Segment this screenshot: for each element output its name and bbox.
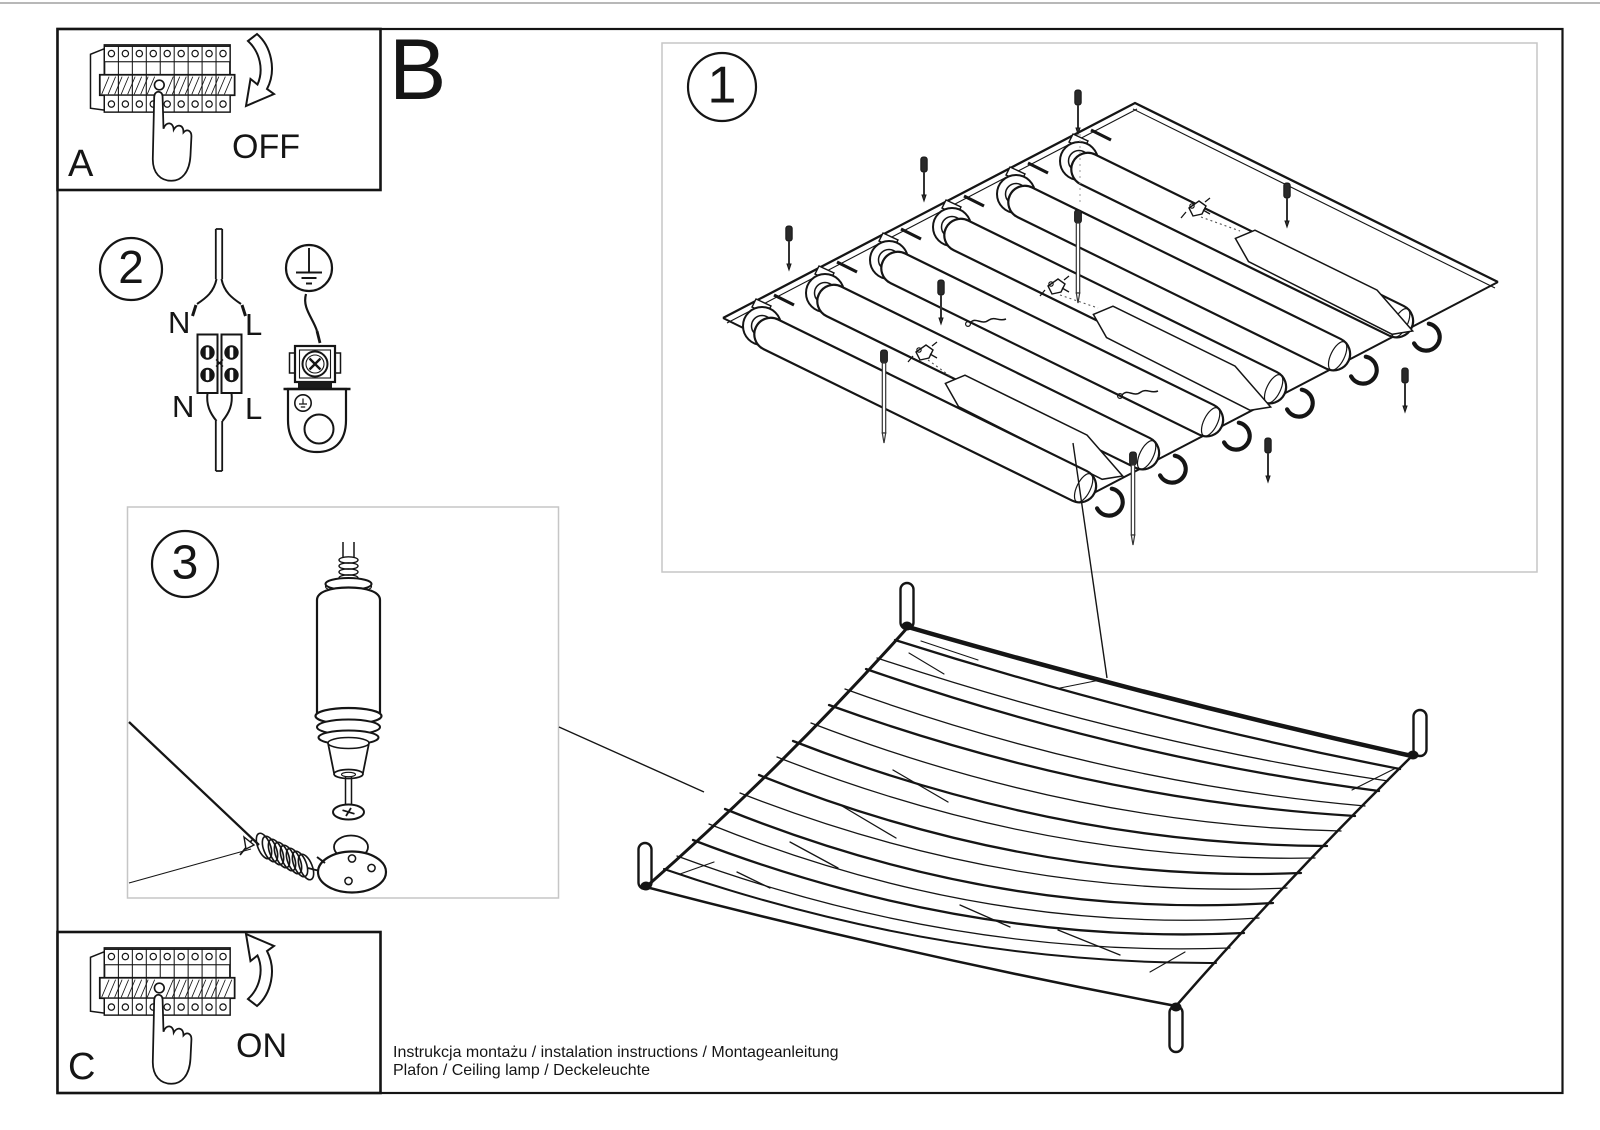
panel-a [58, 29, 381, 190]
panel-c-label: C [68, 1046, 96, 1088]
step1-panel [662, 43, 1537, 572]
terminal-label-l-top: L [245, 307, 263, 342]
screw-head-icon [333, 805, 364, 820]
terminal-label-n-bottom: N [172, 389, 195, 424]
section-letter-b: B [389, 22, 447, 118]
terminal-label-l-bottom: L [245, 391, 263, 426]
ground-clamp-icon [284, 346, 351, 452]
step-number-2: 2 [118, 241, 144, 294]
step-number-1: 1 [707, 56, 737, 115]
off-label: OFF [232, 128, 300, 166]
panel-c [58, 932, 381, 1093]
ground-symbol-icon [286, 245, 332, 291]
on-label: ON [236, 1027, 287, 1065]
footer-line-2: Plafon / Ceiling lamp / Deckeleuchte [393, 1062, 651, 1079]
footer-line-1: Instrukcja montażu / instalation instructions / Montageanleitung [393, 1044, 839, 1061]
panel-a-label: A [68, 143, 94, 185]
step-number-3: 3 [171, 536, 199, 590]
terminal-label-n-top: N [168, 305, 191, 340]
